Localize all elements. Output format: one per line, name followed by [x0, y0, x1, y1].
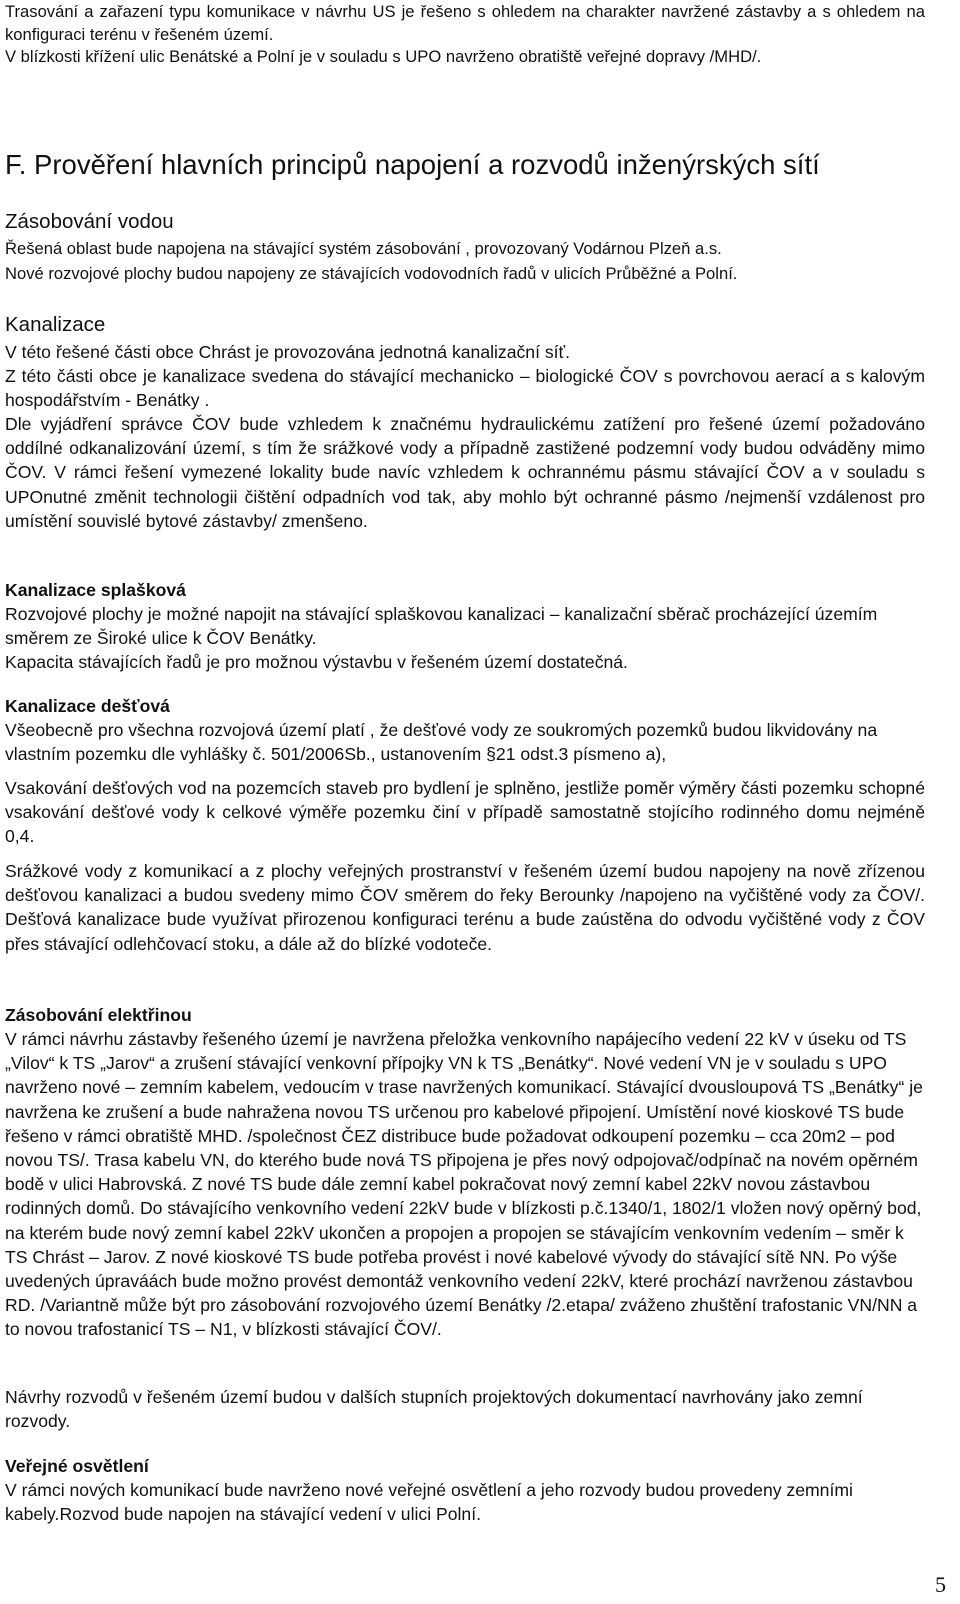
power-paragraph-2: Návrhy rozvodů v řešeném území budou v dalších stupních projektových dokumentací navrhovány jako zemní rozvody.: [5, 1387, 863, 1432]
sewer-heading: Kanalizace: [5, 313, 106, 336]
power-heading: Zásobování elektřinou: [5, 1005, 192, 1025]
section-title: F. Prověření hlavních principů napojení a rozvodů inženýrských sítí: [5, 149, 820, 180]
page-number: 5: [935, 1572, 946, 1597]
water-paragraph-2: Nové rozvojové plochy budou napojeny ze stávajících vodovodních řadů v ulicích Průběžné a Polní.: [5, 264, 738, 283]
intro-paragraph-2: V blízkosti křížení ulic Benátské a Polní je v souladu s UPO navrženo obratiště veřejné dopravy /MHD/.: [5, 47, 762, 66]
sewer-paragraph-2: Z této části obce je kanalizace svedena do stávající mechanicko – biologické ČOV s povrchovou aerací a s kalovým hospodářstvím - Benátky .: [5, 366, 925, 411]
water-paragraph-1: Řešená oblast bude napojena na stávající systém zásobování , provozovaný Vodárnou Plzeň a.s.: [5, 239, 722, 258]
rain-heading: Kanalizace dešťová: [5, 696, 170, 716]
rain-paragraph-3: Srážkové vody z komunikací a z plochy veřejných prostranství v řešeném území budou napojeny na nově zřízenou dešťovou kanalizaci a budou svedeny mimo ČOV směrem do řeky Berounky /napojeno na vyčištěné vody za ČOV/. Dešťová kanalizace bude využívat přirozenou konfiguraci terénu a bude zaústěna do odvodu vyčištěné vody z ČOV přes stávající odlehčovací stoku, a dále až do blízké vodoteče.: [5, 861, 925, 954]
sewage-heading: Kanalizace splašková: [5, 580, 186, 600]
sewage-paragraph-2: Kapacita stávajících řadů je pro možnou výstavbu v řešeném území dostatečná.: [5, 652, 628, 672]
lighting-heading: Veřejné osvětlení: [5, 1456, 149, 1476]
intro-paragraph-1: Trasování a zařazení typu komunikace v návrhu US je řešeno s ohledem na charakter navržené zástavby a s ohledem na konfiguraci terénu v řešeném území.: [5, 2, 925, 45]
sewer-paragraph-1: V této řešené části obce Chrást je provozována jednotná kanalizační síť.: [5, 342, 571, 362]
power-paragraph-1: V rámci návrhu zástavby řešeného území je navržena přeložka venkovního napájecího vedení 22 kV v úseku od TS „Vilov“ k TS „Jarov“ a zrušení stávající venkovní přípojky VN k TS „Benátky“. Nové vedení VN je v souladu s UPO navrženo nové – zemním kabelem, vedoucím v trase navržených komunikací. Stávající dvousloupová TS „Benátky“ je navržena ke zrušení a bude nahražena novou TS určenou pro kabelové připojení. Umístění nové kioskové TS bude řešeno v rámci obratiště MHD. /společnost ČEZ distribuce bude požadovat odkoupení pozemku – cca 20m2 – pod novou TS/. Trasa kabelu VN, do kterého bude nová TS připojena je přes nový odpojovač/odpínač na novém opěrném bodě v ulici Habrovská. Z nové TS bude dále zemní kabel pokračovat nový zemní kabel 22kV novou zástavbou rodinných domů. Do stávajícího venkovního vedení 22kV bude v blízkosti p.č.1340/1, 1802/1 vložen nový opěrný bod, na kterém bude nový zemní kabel 22kV ukončen a propojen a propojen se stávajícím venkovním vedením – směr k TS Chrást – Jarov. Z nové kioskové TS bude potřeba provést i nové kabelové vývody do stávající sítě NN. Po výše uvedených úpraváách bude možno provést demontáž venkovního vedení 22kV, které prochází navrženou zástavbou RD. /Variantně může být pro zásobování rozvojového území Benátky /2.etapa/ zváženo zhuštění trafostanic VN/NN a to novou trafostanicí TS – N1, v blízkosti stávající ČOV/.: [5, 1029, 923, 1340]
lighting-paragraph-1: V rámci nových komunikací bude navrženo nové veřejné osvětlení a jeho rozvody budou provedeny zemními kabely.Rozvod bude napojen na stávající vedení v ulici Polní.: [5, 1480, 853, 1525]
rain-paragraph-1: Všeobecně pro všechna rozvojová území platí , že dešťové vody ze soukromých pozemků budou likvidovány na vlastním pozemku dle vyhlášky č. 501/2006Sb., ustanovením §21 odst.3 písmeno a),: [5, 720, 878, 765]
sewer-paragraph-3: Dle vyjádření správce ČOV bude vzhledem k značnému hydraulickému zatížení pro řešené území požadováno oddílné odkanalizování území, s tím že srážkové vody a případně zastižené podzemní vody budou odváděny mimo ČOV. V rámci řešení vymezené lokality bude navíc vzhledem k ochrannému pásmu stávající ČOV a v souladu s UPOnutné změnit technologii čištění odpadních vod tak, aby mohlo být ochranné pásmo /nejmenší vzdálenost pro umístění souvislé bytové zástavby/ zmenšeno.: [5, 414, 925, 531]
sewage-paragraph-1: Rozvojové plochy je možné napojit na stávající splaškovou kanalizaci – kanalizační sběrač procházející územím směrem ze Široké ulice k ČOV Benátky.: [5, 604, 878, 649]
rain-paragraph-2: Vsakování dešťových vod na pozemcích staveb pro bydlení je splněno, jestliže poměr výměry části pozemku schopné vsakování dešťové vody k celkové výměře pozemku činí v případě samostatně stojícího rodinného domu nejméně 0,4.: [5, 778, 925, 847]
water-heading: Zásobování vodou: [5, 210, 174, 233]
